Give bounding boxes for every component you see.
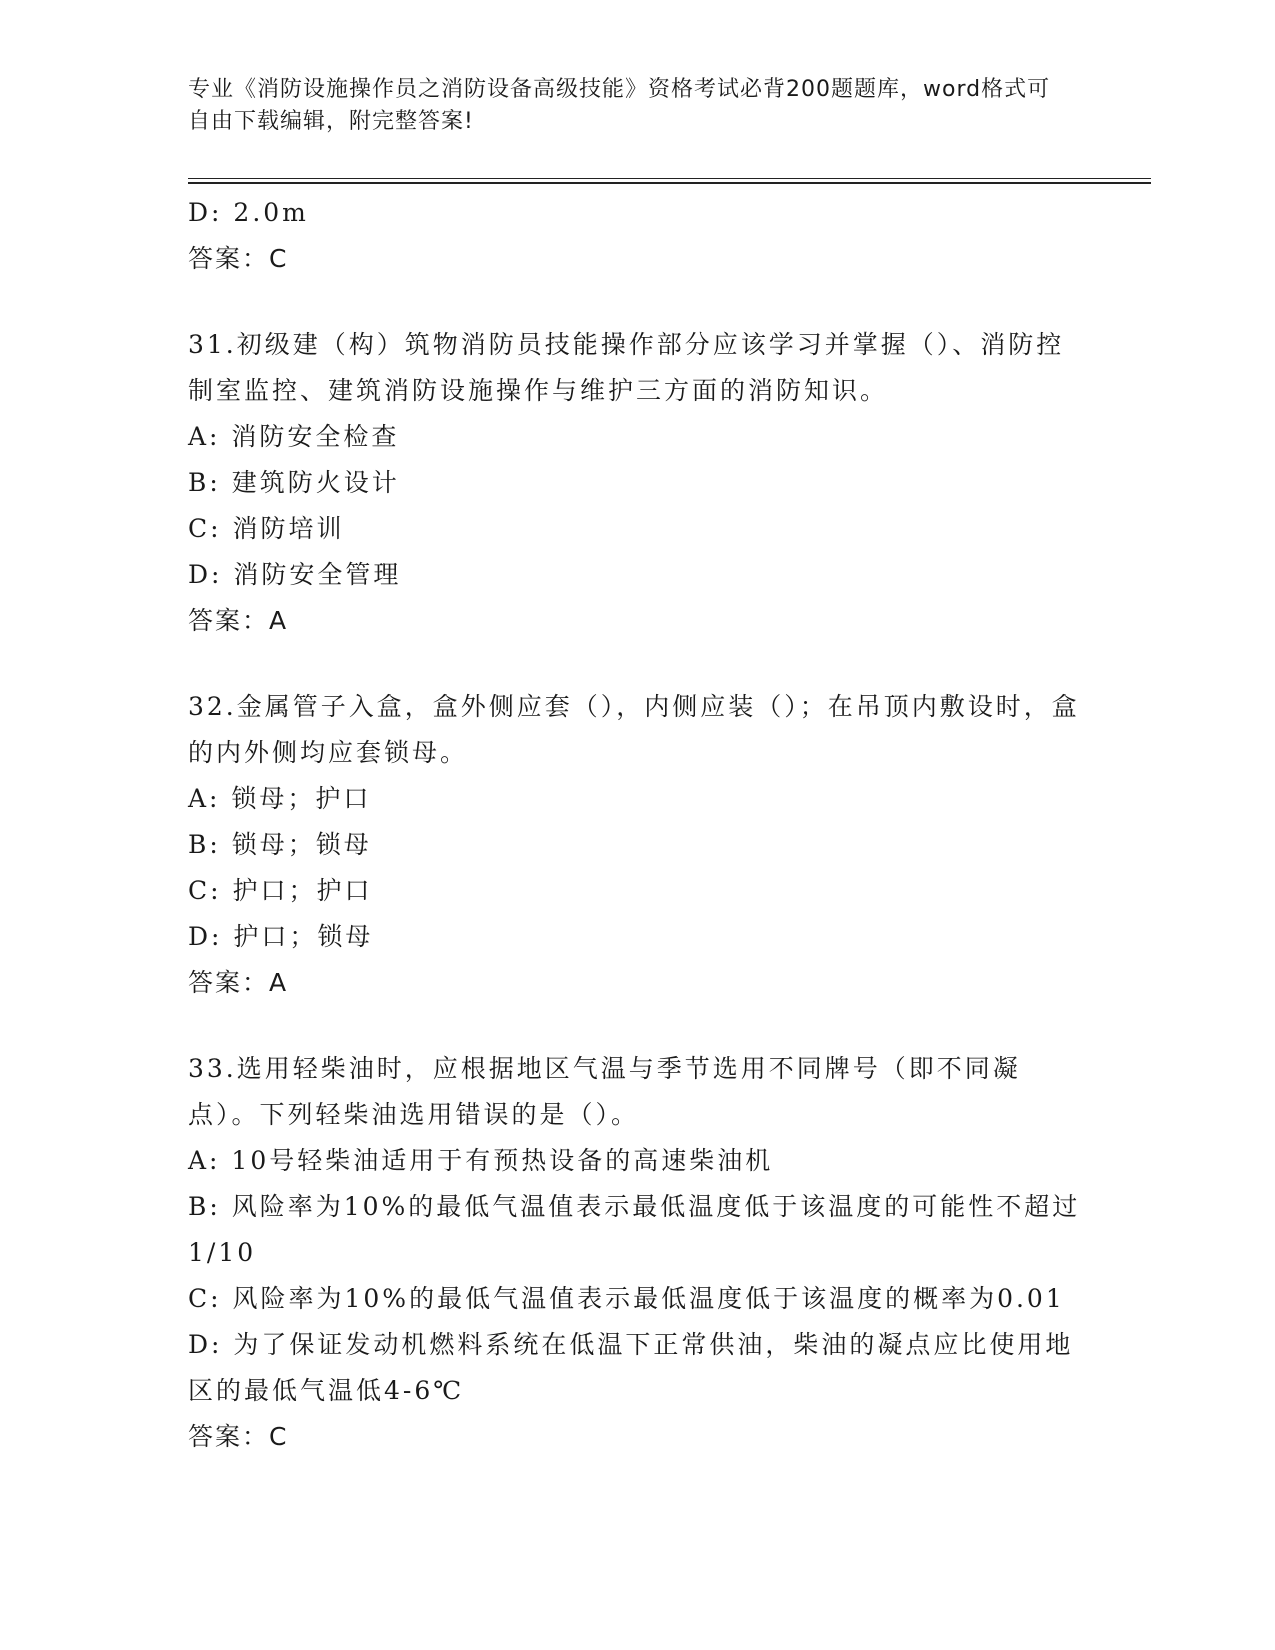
question-32 (188, 684, 1088, 1006)
question-content (188, 190, 1088, 1460)
option-c: C: 风险率为10%的最低气温值表示最低温度低于该温度的概率为0.01 (188, 1284, 1065, 1313)
question-stem: 32.金属管子入盒，盒外侧应套（），内侧应装（）；在吊顶内敷设时，盒的内外侧均应套锁母。 (188, 692, 1080, 767)
option-c: C: 护口；护口 (188, 876, 373, 905)
spacer (188, 1006, 1088, 1046)
header-divider-thick (188, 182, 1151, 184)
option-a: A: 消防安全检查 (188, 422, 400, 451)
option-d: D: 护口；锁母 (188, 922, 374, 951)
question-stem: 33.选用轻柴油时，应根据地区气温与季节选用不同牌号（即不同凝点）。下列轻柴油选用错误的是（）。 (188, 1054, 1021, 1129)
option-b: B: 锁母；锁母 (188, 830, 372, 859)
option-b: B: 建筑防火设计 (188, 468, 400, 497)
spacer (188, 644, 1088, 684)
option-c: C: 消防培训 (188, 514, 345, 543)
answer: 答案：A (188, 968, 289, 997)
header-divider-thin (188, 178, 1151, 179)
prev-answer: 答案：C (188, 244, 289, 273)
answer: 答案：C (188, 1422, 289, 1451)
option-d: D: 消防安全管理 (188, 560, 402, 589)
option-b: B: 风险率为10%的最低气温值表示最低温度低于该温度的可能性不超过1/10 (188, 1192, 1081, 1267)
option-a: A: 10号轻柴油适用于有预热设备的高速柴油机 (188, 1146, 774, 1175)
prev-option-d: D: 2.0m (188, 198, 309, 227)
question-31 (188, 322, 1088, 644)
document-header: 专业《消防设施操作员之消防设备高级技能》资格考试必背200题题库，word格式可自由下载编辑，附完整答案! (188, 77, 1051, 134)
question-stem: 31.初级建（构）筑物消防员技能操作部分应该学习并掌握（）、消防控制室监控、建筑消防设施操作与维护三方面的消防知识。 (188, 330, 1065, 405)
option-d: D: 为了保证发动机燃料系统在低温下正常供油，柴油的凝点应比使用地区的最低气温低4-6℃ (188, 1330, 1074, 1405)
spacer (188, 282, 1088, 322)
question-33 (188, 1046, 1088, 1460)
answer: 答案：A (188, 606, 289, 635)
option-a: A: 锁母；护口 (188, 784, 372, 813)
